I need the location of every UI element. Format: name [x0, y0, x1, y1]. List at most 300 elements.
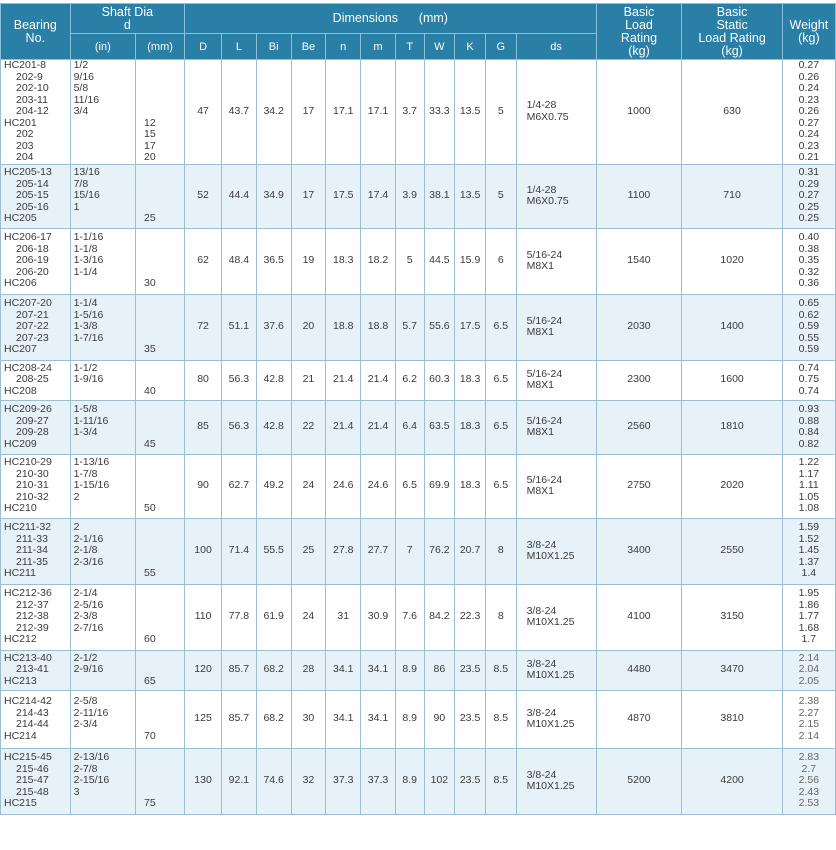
- bearing-number: 212-38: [16, 610, 49, 623]
- dim-ds-value: M10X1.25: [526, 550, 575, 562]
- basic-load-rating-value: 4480: [596, 650, 682, 690]
- shaft-mm-value: [144, 752, 182, 764]
- dim-k-value: 23.5: [455, 748, 486, 814]
- weight-value: 2.14: [798, 729, 820, 742]
- shaft-inch-value: [74, 118, 133, 130]
- dim-m-value: 30.9: [361, 584, 396, 650]
- weight-value: 1.86: [798, 598, 820, 611]
- shaft-inch-value: 2-11/16: [73, 706, 109, 719]
- shaft-inch-value: 1-7/8: [73, 467, 98, 480]
- basic-load-rating-value: 2750: [596, 454, 682, 518]
- bearing-number: HC206-17: [4, 231, 52, 244]
- dim-w-value: 60.3: [424, 360, 455, 400]
- weight-value: 0.24: [798, 128, 820, 140]
- shaft-mm-value: [144, 310, 182, 322]
- shaft-inch-value: 1-7/16: [73, 331, 104, 344]
- weight-value: 1.68: [798, 621, 820, 634]
- dim-l-value: 56.3: [221, 400, 256, 454]
- dim-w-value: 76.2: [424, 518, 455, 584]
- shaft-inch-value: 1: [73, 200, 80, 213]
- header-dim-g: G: [485, 34, 516, 60]
- dim-w-value: 69.9: [424, 454, 455, 518]
- bearing-numbers-cell: [1, 400, 71, 454]
- dim-t-value: 6.4: [395, 400, 424, 454]
- weight-value: 2.56: [798, 774, 820, 787]
- dim-t-value: 7: [395, 518, 424, 584]
- shaft-inch-value: 2-7/8: [73, 762, 98, 775]
- weight-value: 0.32: [798, 265, 820, 278]
- shaft-inch-value: 2-3/8: [73, 610, 98, 623]
- shaft-inch-value: 2-5/16: [73, 598, 104, 611]
- bearing-spec-table: [0, 3, 836, 815]
- shaft-mm-value: 35: [144, 343, 156, 356]
- bearing-number: 203-11: [16, 93, 48, 106]
- dim-ds-cell: [516, 650, 596, 690]
- shaft-inch-value: 2-5/8: [73, 695, 98, 707]
- shaft-inch-value: 1-1/4: [73, 265, 98, 278]
- table-row: [1, 164, 836, 228]
- bearing-numbers-cell: [1, 650, 71, 690]
- bearing-number: HC211: [4, 567, 36, 580]
- shaft-inch-value: 2-3/4: [73, 718, 98, 730]
- dim-bi-value: 42.8: [256, 400, 291, 454]
- header-dim-be: Be: [291, 34, 326, 60]
- basic-load-rating-value: 1000: [596, 60, 682, 165]
- dim-ds-cell: [516, 164, 596, 228]
- bearing-number: 203: [16, 139, 34, 152]
- shaft-mm-cell: [136, 400, 185, 454]
- shaft-mm-value: 75: [144, 797, 156, 810]
- dim-g-value: 6.5: [485, 360, 516, 400]
- bearing-number: 202: [16, 128, 34, 140]
- shaft-inch-value: [74, 731, 133, 743]
- bearing-numbers-cell: [1, 60, 71, 165]
- bearing-number: HC209: [4, 437, 37, 450]
- shaft-inch-value: 1-11/16: [73, 414, 109, 427]
- header-dim-m: m: [361, 34, 396, 60]
- dim-w-value: 86: [424, 650, 455, 690]
- dim-g-value: 8.5: [485, 748, 516, 814]
- shaft-inch-value: 2-1/2: [73, 651, 98, 664]
- dim-ds-value: M8X1: [526, 326, 555, 338]
- dim-d-value: 62: [185, 228, 222, 294]
- header-dim-w: W: [424, 34, 455, 60]
- header-in: (in): [70, 34, 135, 60]
- dim-n-value: 34.1: [326, 690, 361, 748]
- bearing-number: HC213-40: [4, 651, 52, 664]
- shaft-inch-value: [74, 798, 133, 810]
- dim-ds-cell: [516, 748, 596, 814]
- dim-g-value: 6.5: [485, 454, 516, 518]
- dim-m-value: 21.4: [361, 360, 396, 400]
- static-load-rating-value: 2550: [682, 518, 782, 584]
- bearing-number: HC209-26: [4, 403, 52, 415]
- weight-value: 1.22: [798, 456, 820, 469]
- dim-be-value: 28: [291, 650, 326, 690]
- shaft-mm-value: 50: [144, 502, 156, 515]
- dim-l-value: 51.1: [221, 294, 256, 360]
- shaft-mm-value: [144, 522, 182, 534]
- bearing-numbers-cell: [1, 584, 71, 650]
- dim-d-value: 90: [185, 454, 222, 518]
- shaft-inch-value: 1/2: [73, 59, 89, 71]
- shaft-mm-value: [144, 255, 182, 267]
- shaft-mm-value: 70: [144, 729, 156, 742]
- dim-ds-value: 1/4-28: [526, 183, 557, 196]
- bearing-numbers-cell: [1, 518, 71, 584]
- dim-k-value: 22.3: [455, 584, 486, 650]
- shaft-inch-value: 1-5/16: [73, 308, 104, 321]
- shaft-mm-value: [144, 232, 182, 244]
- dim-be-value: 21: [291, 360, 326, 400]
- bearing-number: HC210-29: [4, 456, 52, 469]
- basic-load-rating-value: 1100: [596, 164, 682, 228]
- dim-m-value: 17.1: [361, 60, 396, 165]
- dim-n-value: 21.4: [326, 360, 361, 400]
- bearing-number: HC205: [4, 212, 37, 225]
- basic-load-rating-value: 4100: [596, 584, 682, 650]
- bearing-number: 206-20: [16, 265, 49, 278]
- weight-value: 0.26: [798, 70, 820, 83]
- shaft-mm-value: [144, 775, 182, 787]
- header-dim-ds: ds: [516, 34, 596, 60]
- shaft-mm-cell: [136, 518, 185, 584]
- weight-value: 0.74: [798, 361, 820, 374]
- shaft-mm-cell: [136, 294, 185, 360]
- dim-w-value: 38.1: [424, 164, 455, 228]
- weight-cell: [782, 454, 835, 518]
- bearing-number: 207-23: [16, 331, 49, 344]
- shaft-inch-cell: [70, 584, 135, 650]
- shaft-mm-value: [144, 321, 182, 333]
- bearing-number: 202-10: [16, 82, 49, 94]
- bearing-number: 206-19: [16, 254, 49, 267]
- shaft-mm-value: [144, 83, 182, 95]
- bearing-number: 215-48: [16, 785, 49, 798]
- bearing-number: 208-25: [16, 373, 49, 386]
- static-load-rating-value: 710: [682, 164, 782, 228]
- weight-value: 0.40: [798, 231, 820, 244]
- dim-be-value: 25: [291, 518, 326, 584]
- shaft-inch-value: 2: [73, 521, 80, 534]
- shaft-mm-cell: [136, 60, 185, 165]
- shaft-inch-value: 1-3/4: [73, 426, 98, 438]
- dim-w-value: 55.6: [424, 294, 455, 360]
- bearing-number: 214-44: [16, 718, 49, 730]
- dim-l-value: 71.4: [221, 518, 256, 584]
- shaft-mm-value: [144, 719, 182, 731]
- weight-value: 0.38: [798, 242, 820, 255]
- bearing-number: HC212-36: [4, 587, 52, 600]
- shaft-inch-value: 1-15/16: [73, 479, 110, 492]
- bearing-number: 215-46: [16, 762, 49, 775]
- bearing-number: 210-31: [16, 479, 49, 492]
- bearing-number: HC207-20: [4, 297, 52, 310]
- shaft-mm-value: [144, 363, 182, 375]
- table-row: [1, 584, 836, 650]
- shaft-mm-value: [144, 190, 182, 202]
- weight-value: 1.17: [798, 467, 820, 480]
- table-body: [1, 60, 836, 815]
- shaft-mm-value: [144, 72, 182, 84]
- dim-m-value: 34.1: [361, 650, 396, 690]
- dim-n-value: 24.6: [326, 454, 361, 518]
- shaft-inch-cell: [70, 454, 135, 518]
- shaft-mm-value: [144, 600, 182, 612]
- bearing-number: 211-33: [16, 532, 48, 545]
- shaft-mm-value: [144, 167, 182, 179]
- weight-value: 0.84: [798, 426, 820, 438]
- dim-ds-cell: [516, 690, 596, 748]
- shaft-inch-cell: [70, 60, 135, 165]
- shaft-mm-value: 17: [144, 139, 156, 152]
- dim-n-value: 31: [326, 584, 361, 650]
- dim-ds-value: M10X1.25: [526, 718, 575, 730]
- weight-value: 1.52: [798, 532, 820, 545]
- dim-t-value: 8.9: [395, 650, 424, 690]
- basic-load-rating-value: 3400: [596, 518, 682, 584]
- shaft-inch-value: [74, 141, 133, 153]
- bearing-number: HC208: [4, 384, 37, 397]
- dim-d-value: 85: [185, 400, 222, 454]
- bearing-number: HC206: [4, 277, 37, 290]
- shaft-mm-cell: [136, 164, 185, 228]
- shaft-inch-cell: [70, 228, 135, 294]
- dim-t-value: 3.9: [395, 164, 424, 228]
- weight-value: 0.29: [798, 177, 820, 190]
- bearing-number: HC210: [4, 502, 37, 515]
- weight-value: 0.88: [798, 414, 820, 427]
- dim-g-value: 6.5: [485, 294, 516, 360]
- shaft-inch-value: [74, 213, 133, 225]
- shaft-mm-value: [144, 106, 182, 118]
- dim-ds-value: 1/4-28: [526, 99, 557, 112]
- dim-ds-cell: [516, 400, 596, 454]
- shaft-mm-value: [144, 404, 182, 416]
- static-load-rating-value: 2020: [682, 454, 782, 518]
- dim-l-value: 56.3: [221, 360, 256, 400]
- shaft-inch-value: 2-1/16: [73, 532, 104, 545]
- table-row: [1, 690, 836, 748]
- weight-value: 1.77: [798, 610, 820, 623]
- bearing-number: 210-32: [16, 490, 49, 503]
- static-load-rating-value: 1400: [682, 294, 782, 360]
- shaft-mm-value: [144, 244, 182, 256]
- shaft-mm-value: [144, 480, 182, 492]
- dim-ds-value: 3/8-24: [526, 657, 557, 670]
- shaft-inch-value: 7/8: [73, 177, 89, 190]
- shaft-mm-cell: [136, 360, 185, 400]
- shaft-inch-value: 2-3/16: [73, 555, 104, 568]
- dim-bi-value: 61.9: [256, 584, 291, 650]
- dim-bi-value: 55.5: [256, 518, 291, 584]
- weight-cell: [782, 584, 835, 650]
- shaft-inch-value: 1-1/2: [73, 361, 98, 374]
- table-row: [1, 748, 836, 814]
- weight-value: 0.31: [798, 166, 820, 179]
- dim-d-value: 80: [185, 360, 222, 400]
- shaft-mm-cell: [136, 454, 185, 518]
- header-dimensions: Dimensions (mm): [185, 4, 596, 34]
- dim-d-value: 100: [185, 518, 222, 584]
- bearing-number: 204-12: [16, 105, 49, 117]
- dim-k-value: 15.9: [455, 228, 486, 294]
- dim-ds-cell: [516, 60, 596, 165]
- shaft-inch-value: [74, 344, 133, 356]
- shaft-inch-value: [74, 568, 133, 580]
- bearing-number: 209-27: [16, 414, 49, 427]
- dim-m-value: 24.6: [361, 454, 396, 518]
- dim-g-value: 8: [485, 518, 516, 584]
- weight-value: 0.55: [798, 331, 820, 344]
- shaft-mm-value: [144, 534, 182, 546]
- table-row: [1, 400, 836, 454]
- dim-d-value: 72: [185, 294, 222, 360]
- weight-cell: [782, 294, 835, 360]
- header-static-load-rating: Basic Static Load Rating (kg): [682, 4, 782, 60]
- bearing-number: 202-9: [16, 70, 43, 83]
- shaft-mm-value: 60: [144, 633, 156, 646]
- dim-d-value: 120: [185, 650, 222, 690]
- dim-ds-cell: [516, 584, 596, 650]
- dim-bi-value: 36.5: [256, 228, 291, 294]
- shaft-inch-cell: [70, 650, 135, 690]
- bearing-number: 211-35: [16, 555, 48, 568]
- dim-ds-value: 5/16-24: [526, 367, 563, 380]
- dim-k-value: 18.3: [455, 400, 486, 454]
- weight-value: 0.74: [798, 384, 820, 397]
- weight-cell: [782, 228, 835, 294]
- weight-value: 1.45: [798, 544, 820, 557]
- bearing-numbers-cell: [1, 690, 71, 748]
- basic-load-rating-value: 4870: [596, 690, 682, 748]
- static-load-rating-value: 1810: [682, 400, 782, 454]
- header-bearing-no: Bearing No.: [1, 4, 71, 60]
- bearing-numbers-cell: [1, 748, 71, 814]
- dim-k-value: 13.5: [455, 164, 486, 228]
- dim-l-value: 92.1: [221, 748, 256, 814]
- bearing-number: HC208-24: [4, 361, 52, 374]
- dim-g-value: 6.5: [485, 400, 516, 454]
- bearing-number: HC207: [4, 343, 37, 356]
- shaft-inch-value: 9/16: [73, 70, 94, 83]
- shaft-inch-value: 2-15/16: [73, 774, 110, 787]
- dim-ds-value: 3/8-24: [526, 706, 557, 719]
- static-load-rating-value: 1020: [682, 228, 782, 294]
- bearing-numbers-cell: [1, 294, 71, 360]
- dim-ds-value: M8X1: [526, 485, 555, 497]
- dim-m-value: 18.2: [361, 228, 396, 294]
- dim-ds-value: 5/16-24: [526, 414, 563, 427]
- shaft-inch-value: 1-1/16: [73, 231, 104, 244]
- dim-n-value: 18.8: [326, 294, 361, 360]
- weight-value: 2.05: [798, 674, 820, 687]
- dim-ds-value: M6X0.75: [526, 110, 569, 123]
- weight-value: 0.23: [798, 139, 820, 152]
- bearing-number: 213-41: [16, 663, 49, 676]
- weight-cell: [782, 164, 835, 228]
- static-load-rating-value: 3810: [682, 690, 782, 748]
- bearing-number: 207-22: [16, 320, 49, 333]
- weight-value: 1.4: [801, 567, 817, 580]
- static-load-rating-value: 630: [682, 60, 782, 165]
- shaft-inch-value: [74, 152, 133, 164]
- dim-ds-value: M8X1: [526, 379, 555, 391]
- table-row: [1, 228, 836, 294]
- shaft-mm-value: [144, 764, 182, 776]
- shaft-inch-cell: [70, 518, 135, 584]
- weight-value: 2.27: [798, 706, 820, 719]
- dim-k-value: 18.3: [455, 454, 486, 518]
- weight-value: 0.35: [798, 254, 820, 267]
- basic-load-rating-value: 5200: [596, 748, 682, 814]
- basic-load-rating-value: 2560: [596, 400, 682, 454]
- weight-value: 0.25: [798, 200, 820, 213]
- bearing-number: 205-14: [16, 177, 49, 190]
- shaft-inch-value: [74, 386, 133, 398]
- header-dim-bi: Bi: [256, 34, 291, 60]
- bearing-number: 207-21: [16, 308, 49, 321]
- basic-load-rating-value: 2300: [596, 360, 682, 400]
- weight-cell: [782, 60, 835, 165]
- bearing-number: HC214: [4, 729, 37, 742]
- dim-w-value: 63.5: [424, 400, 455, 454]
- dim-n-value: 34.1: [326, 650, 361, 690]
- weight-value: 0.82: [798, 437, 820, 450]
- dim-ds-value: 5/16-24: [526, 314, 563, 327]
- dim-be-value: 17: [291, 60, 326, 165]
- dim-w-value: 102: [424, 748, 455, 814]
- shaft-inch-value: 2-1/8: [73, 544, 98, 557]
- basic-load-rating-value: 2030: [596, 294, 682, 360]
- weight-cell: [782, 360, 835, 400]
- shaft-inch-value: [74, 278, 133, 290]
- table-row: [1, 360, 836, 400]
- dim-w-value: 44.5: [424, 228, 455, 294]
- header-basic-load-rating: Basic Load Rating (kg): [596, 4, 682, 60]
- dim-d-value: 47: [185, 60, 222, 165]
- dim-be-value: 17: [291, 164, 326, 228]
- weight-value: 0.65: [798, 297, 820, 310]
- dim-ds-value: M10X1.25: [526, 780, 575, 792]
- dim-ds-value: 5/16-24: [526, 473, 563, 486]
- dim-ds-value: 3/8-24: [526, 604, 557, 617]
- shaft-mm-value: 40: [144, 384, 156, 397]
- bearing-number: 205-16: [16, 200, 49, 213]
- shaft-mm-cell: [136, 650, 185, 690]
- dim-bi-value: 74.6: [256, 748, 291, 814]
- dim-k-value: 17.5: [455, 294, 486, 360]
- shaft-inch-value: 15/16: [73, 189, 100, 202]
- dim-ds-cell: [516, 360, 596, 400]
- dim-l-value: 43.7: [221, 60, 256, 165]
- shaft-mm-value: 20: [144, 151, 156, 163]
- shaft-inch-value: 1-13/16: [73, 456, 110, 469]
- dim-g-value: 6: [485, 228, 516, 294]
- shaft-mm-value: [144, 427, 182, 439]
- dim-be-value: 24: [291, 584, 326, 650]
- weight-value: 1.59: [798, 521, 820, 534]
- shaft-inch-value: 2: [73, 490, 80, 503]
- dim-bi-value: 34.2: [256, 60, 291, 165]
- weight-value: 2.14: [798, 651, 820, 664]
- shaft-mm-value: [144, 457, 182, 469]
- shaft-mm-value: 65: [144, 674, 156, 687]
- dim-l-value: 44.4: [221, 164, 256, 228]
- dim-w-value: 33.3: [424, 60, 455, 165]
- shaft-inch-value: [74, 439, 133, 451]
- header-dim-k: K: [455, 34, 486, 60]
